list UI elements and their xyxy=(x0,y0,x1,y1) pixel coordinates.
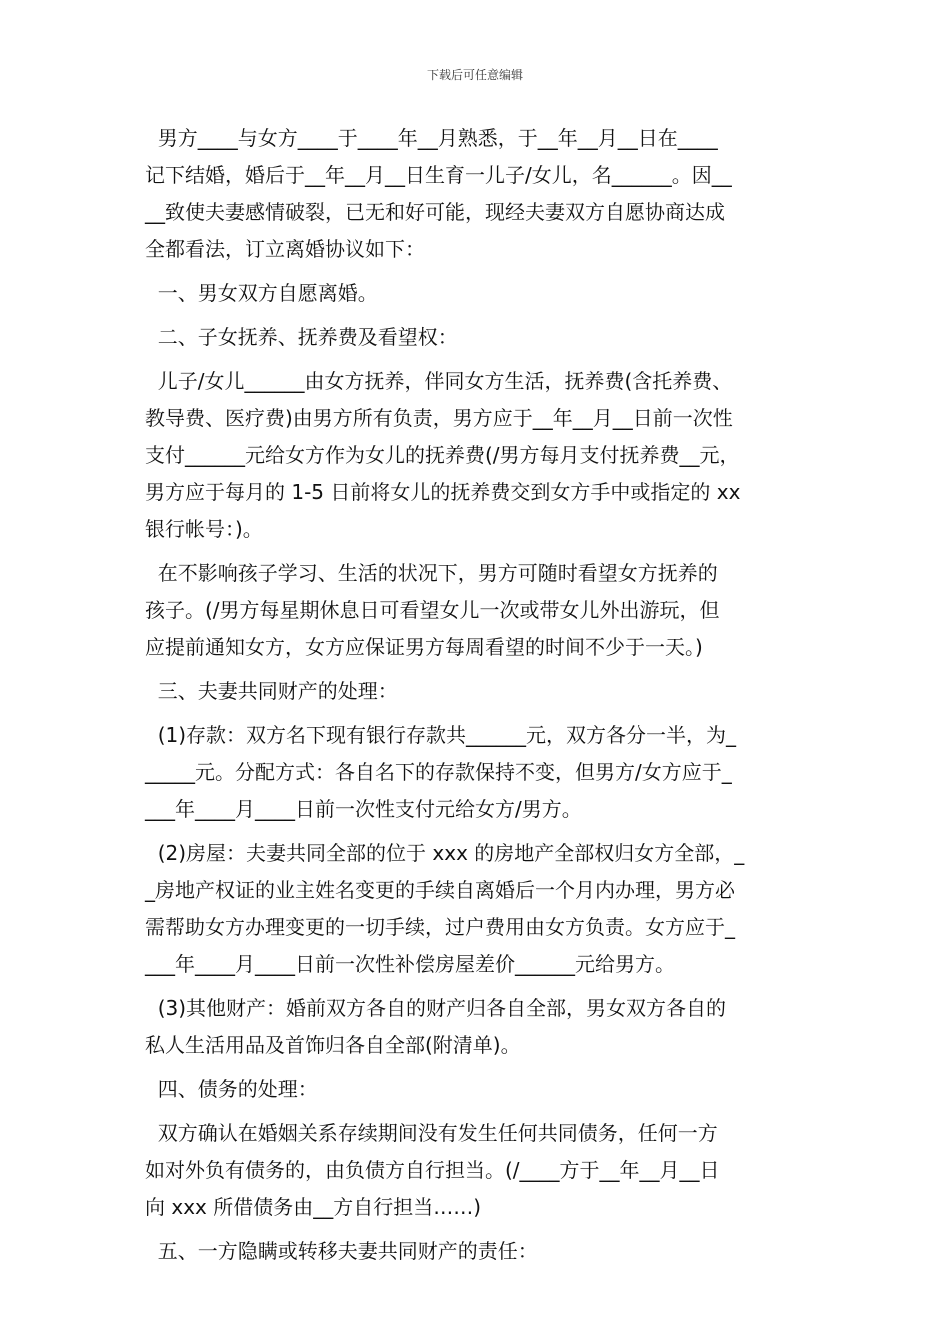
section-5-heading: 五、一方隐瞒或转移夫妻共同财产的责任： xyxy=(145,1239,538,1263)
intro-paragraph: 男方____与女方____于____年__月熟悉，于__年__月__日在____ 记下结婚，婚后于__年__月__日生育一儿子/女儿，名______。因__ __致使夫妻感情破裂，已无和好可能，现经夫妻双方自愿协商达成 全都看法，订立离婚协议如下： xyxy=(145,126,732,261)
section-3-heading: 三、夫妻共同财产的处理： xyxy=(145,679,398,703)
visitation-paragraph: 在不影响孩子学习、生活的状况下，男方可随时看望女方抚养的 孩子。(/男方每星期休息日可看望女儿一次或带女儿外出游玩，但 应提前通知女方，女方应保证男方每周看望的时间不少于一天。) xyxy=(145,561,720,659)
document-body xyxy=(145,120,810,1270)
section-1-heading: 一、男女双方自愿离婚。 xyxy=(145,281,378,305)
child-custody-paragraph: 儿子/女儿______由女方抚养，伴同女方生活，抚养费(含托养费、 教导费、医疗费)由男方所有负责，男方应于__年__月__日前一次性 支付______元给女方作为女儿的抚养费(/男方每月支付抚养费__元， 男方应于每月的 1-5 日前将女儿的抚养费交到女方手中或指定的 xx 银行帐号：)。 xyxy=(145,369,741,541)
section-2-heading: 二、子女抚养、抚养费及看望权： xyxy=(145,325,458,349)
debt-paragraph: 双方确认在婚姻关系存续期间没有发生任何共同债务，任何一方 如对外负有债务的，由负债方自行担当。(/____方于__年__月__日 向 xxx 所借债务由__方自行担当……) xyxy=(145,1121,720,1219)
savings-paragraph: (1)存款：双方名下现有银行存款共______元，双方各分一半，为_ _____元。分配方式：各自名下的存款保持不变，但男方/女方应于_ ___年____月____日前一次性支付元给女方/男方。 xyxy=(145,723,737,821)
house-paragraph: (2)房屋：夫妻共同全部的位于 xxx 的房地产全部权归女方全部，_ _房地产权证的业主姓名变更的手续自离婚后一个月内办理，男方必 需帮助女方办理变更的一切手续，过户费用由女方负责。女方应于_ ___年____月____日前一次性补偿房屋差价______元给男方。 xyxy=(145,841,745,976)
other-property-paragraph: (3)其他财产：婚前双方各自的财产归各自全部，男女双方各自的 私人生活用品及首饰归各自全部(附清单)。 xyxy=(145,996,727,1057)
section-4-heading: 四、债务的处理： xyxy=(145,1077,318,1101)
page-header-note: 下载后可任意编辑 xyxy=(426,68,523,82)
